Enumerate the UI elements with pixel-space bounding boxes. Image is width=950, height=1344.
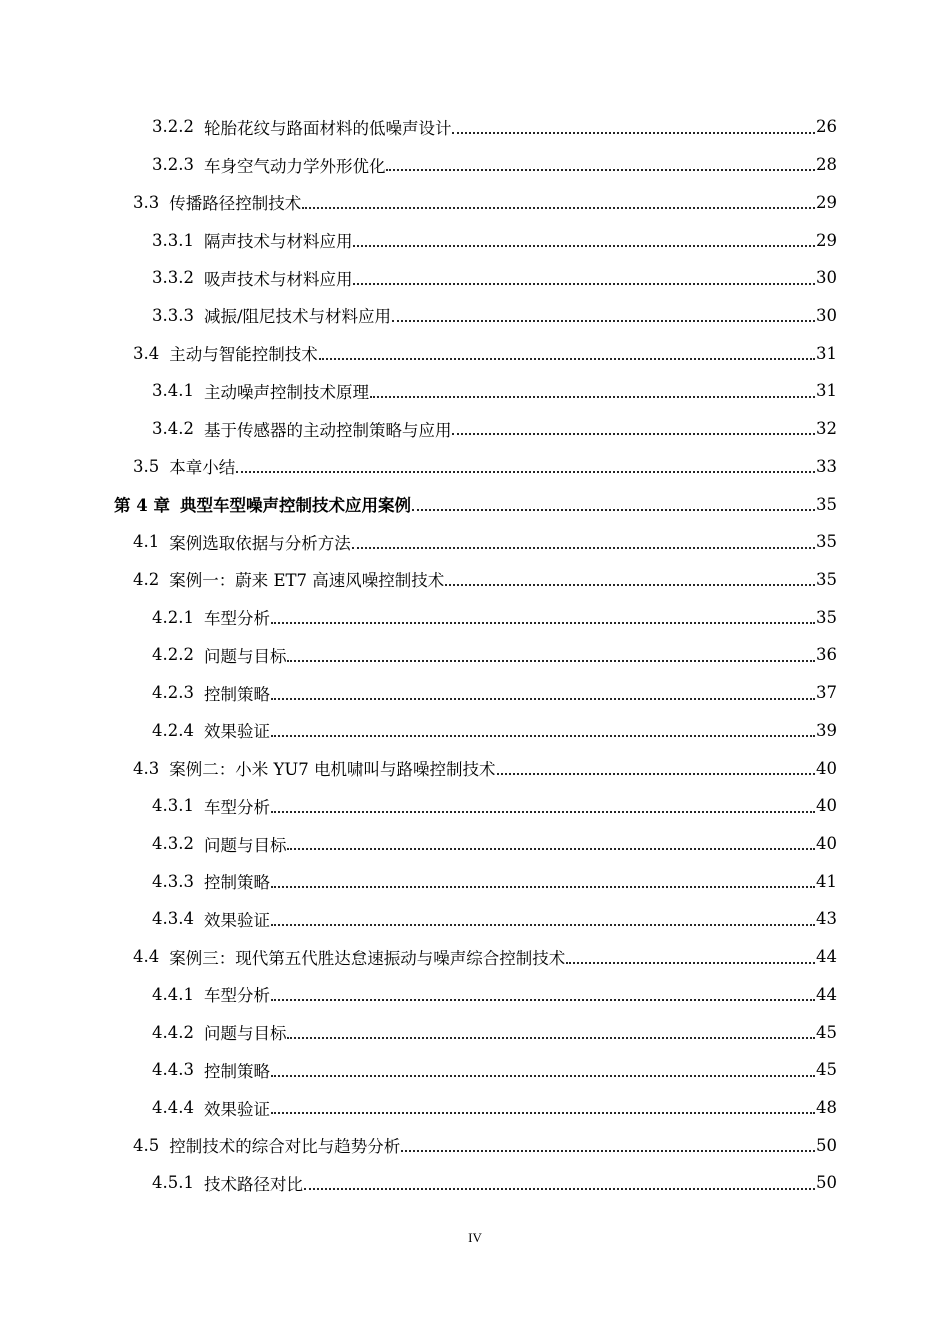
toc-entry-number: 3.4	[133, 343, 160, 363]
toc-entry-number: 4.3	[133, 758, 160, 778]
toc-dot-leader	[497, 772, 815, 775]
toc-entry[interactable]	[0, 523, 950, 561]
toc-entry-title: 案例选取依据与分析方法	[169, 533, 351, 553]
toc-entry-page: 44	[816, 984, 837, 1004]
toc-dot-leader	[236, 470, 815, 473]
toc-entry-page: 31	[816, 343, 837, 363]
toc-entry-page: 45	[816, 1022, 837, 1042]
toc-entry[interactable]	[0, 108, 950, 146]
page-number: IV	[468, 1230, 482, 1245]
toc-entry-title: 效果验证	[203, 910, 270, 930]
toc-dot-leader	[271, 621, 815, 624]
toc-dot-leader	[445, 583, 815, 586]
toc-entry-number: 4.2.1	[152, 607, 194, 627]
toc-entry-page: 41	[816, 871, 837, 891]
toc-entry-number: 4.5.1	[152, 1173, 194, 1193]
toc-entry[interactable]	[0, 787, 950, 825]
toc-dot-leader	[352, 546, 815, 549]
toc-entry[interactable]	[0, 447, 950, 485]
toc-entry-page: 31	[816, 381, 837, 401]
toc-dot-leader	[319, 357, 815, 360]
toc-dot-leader	[271, 697, 815, 700]
toc-entry-number: 4.4.3	[152, 1060, 194, 1080]
toc-entry-title: 效果验证	[203, 722, 270, 742]
toc-entry-title: 轮胎花纹与路面材料的低噪声设计	[203, 118, 452, 138]
toc-entry-title: 控制策略	[203, 684, 270, 704]
toc-entry-page: 35	[816, 569, 837, 589]
toc-dot-leader	[271, 923, 815, 926]
toc-dot-leader	[353, 244, 815, 247]
toc-entry-number: 4.3.2	[152, 834, 194, 854]
toc-entry-title: 案例三：现代第五代胜达怠速振动与噪声综合控制技术	[169, 948, 566, 968]
toc-entry-title: 问题与目标	[203, 646, 287, 666]
toc-entry[interactable]	[0, 674, 950, 712]
toc-entry-number: 4.2.4	[152, 720, 194, 740]
toc-entry-page: 30	[816, 305, 837, 325]
toc-entry-number: 4.4.4	[152, 1098, 194, 1118]
toc-entry[interactable]	[0, 598, 950, 636]
toc-entry[interactable]	[0, 1051, 950, 1089]
toc-entry-number: 3.4.2	[152, 419, 194, 439]
toc-dot-leader	[452, 432, 815, 435]
toc-entry-page: 36	[816, 645, 837, 665]
toc-entry[interactable]	[0, 1164, 950, 1202]
toc-entry-number: 3.3	[133, 192, 160, 212]
toc-entry-title: 基于传感器的主动控制策略与应用	[203, 420, 452, 440]
table-of-contents	[0, 108, 950, 1202]
toc-entry[interactable]	[0, 372, 950, 410]
toc-entry-number: 3.2.3	[152, 155, 194, 175]
toc-entry-title: 减振/阻尼技术与材料应用	[203, 307, 392, 327]
toc-entry-title: 传播路径控制技术	[169, 194, 302, 214]
toc-entry-number: 4.2.2	[152, 645, 194, 665]
toc-entry-title: 吸声技术与材料应用	[203, 269, 353, 289]
toc-dot-leader	[392, 319, 815, 322]
toc-entry-page: 29	[816, 230, 837, 250]
toc-dot-leader	[271, 1111, 815, 1114]
toc-entry-page: 48	[816, 1098, 837, 1118]
toc-entry-page: 37	[816, 683, 837, 703]
toc-entry-title: 技术路径对比	[203, 1174, 303, 1194]
toc-entry-title: 本章小结	[169, 458, 236, 478]
toc-dot-leader	[287, 1036, 815, 1039]
toc-dot-leader	[287, 847, 815, 850]
toc-entry-page: 26	[816, 117, 837, 137]
toc-entry-number: 4.2	[133, 569, 160, 589]
toc-entry-number: 第 4 章	[114, 496, 170, 516]
toc-entry[interactable]	[0, 1089, 950, 1127]
toc-entry-title: 主动与智能控制技术	[169, 345, 318, 365]
toc-dot-leader	[271, 734, 815, 737]
toc-dot-leader	[452, 131, 815, 134]
toc-entry-title: 典型车型噪声控制技术应用案例	[179, 496, 411, 516]
toc-entry[interactable]	[0, 938, 950, 976]
toc-entry-number: 4.4	[133, 947, 160, 967]
toc-entry-page: 35	[816, 494, 837, 514]
toc-entry-title: 效果验证	[203, 1099, 270, 1119]
toc-entry-page: 43	[816, 909, 837, 929]
toc-entry-title: 案例二：小米 YU7 电机啸叫与路噪控制技术	[169, 760, 496, 780]
toc-entry-title: 问题与目标	[203, 1024, 287, 1044]
toc-entry-number: 4.3.4	[152, 909, 194, 929]
toc-dot-leader	[271, 810, 815, 813]
toc-entry[interactable]	[0, 146, 950, 184]
toc-entry-number: 3.3.3	[152, 305, 194, 325]
toc-entry-title: 主动噪声控制技术原理	[203, 382, 369, 402]
toc-entry-title: 控制策略	[203, 1061, 270, 1081]
toc-entry-title: 控制技术的综合对比与趋势分析	[169, 1137, 401, 1157]
toc-entry-page: 35	[816, 607, 837, 627]
toc-entry[interactable]	[0, 183, 950, 221]
toc-entry-page: 39	[816, 720, 837, 740]
toc-entry-page: 45	[816, 1060, 837, 1080]
toc-entry[interactable]	[0, 1126, 950, 1164]
toc-entry-title: 车型分析	[203, 986, 270, 1006]
toc-entry-page: 35	[816, 532, 837, 552]
toc-entry-number: 4.2.3	[152, 683, 194, 703]
toc-entry[interactable]	[0, 297, 950, 335]
toc-dot-leader	[353, 282, 815, 285]
toc-entry[interactable]	[0, 862, 950, 900]
toc-entry-title: 车身空气动力学外形优化	[203, 156, 386, 176]
toc-entry-page: 30	[816, 268, 837, 288]
toc-entry-page: 28	[816, 155, 837, 175]
toc-entry-title: 问题与目标	[203, 835, 287, 855]
toc-entry-page: 33	[816, 456, 837, 476]
toc-entry-title: 控制策略	[203, 873, 270, 893]
toc-entry-page: 40	[816, 758, 837, 778]
toc-entry-page: 40	[816, 796, 837, 816]
toc-dot-leader	[304, 1187, 815, 1190]
toc-dot-leader	[401, 1149, 815, 1152]
toc-entry-number: 4.1	[133, 532, 160, 552]
toc-entry-number: 4.5	[133, 1135, 160, 1155]
toc-dot-leader	[271, 885, 815, 888]
toc-entry-number: 3.3.1	[152, 230, 194, 250]
toc-entry[interactable]	[0, 712, 950, 750]
toc-entry[interactable]	[0, 900, 950, 938]
toc-entry[interactable]	[0, 259, 950, 297]
toc-entry-page: 50	[816, 1173, 837, 1193]
toc-entry-page: 29	[816, 192, 837, 212]
toc-dot-leader	[412, 508, 815, 511]
toc-entry-number: 4.3.3	[152, 871, 194, 891]
toc-entry-number: 4.4.2	[152, 1022, 194, 1042]
toc-entry[interactable]	[0, 221, 950, 259]
toc-entry-title: 车型分析	[203, 797, 270, 817]
toc-entry-title: 隔声技术与材料应用	[203, 232, 353, 252]
toc-entry[interactable]	[0, 561, 950, 599]
toc-entry[interactable]	[0, 334, 950, 372]
toc-entry-page: 50	[816, 1135, 837, 1155]
toc-entry[interactable]	[0, 976, 950, 1014]
toc-dot-leader	[302, 206, 815, 209]
toc-dot-leader	[287, 659, 815, 662]
toc-entry[interactable]	[0, 825, 950, 863]
toc-entry-number: 4.4.1	[152, 984, 194, 1004]
toc-entry[interactable]	[0, 749, 950, 787]
toc-entry-title: 车型分析	[203, 609, 270, 629]
toc-dot-leader	[271, 998, 815, 1001]
toc-entry-number: 3.4.1	[152, 381, 194, 401]
toc-dot-leader	[370, 395, 815, 398]
toc-entry-title: 案例一：蔚来 ET7 高速风噪控制技术	[169, 571, 445, 591]
toc-dot-leader	[566, 961, 815, 964]
toc-entry-number: 3.2.2	[152, 117, 194, 137]
toc-dot-leader	[271, 1074, 815, 1077]
toc-entry[interactable]	[0, 1013, 950, 1051]
toc-entry-number: 3.5	[133, 456, 160, 476]
toc-entry-page: 44	[816, 947, 837, 967]
toc-entry[interactable]	[0, 410, 950, 448]
toc-dot-leader	[386, 168, 815, 171]
toc-entry[interactable]	[0, 636, 950, 674]
toc-entry-number: 4.3.1	[152, 796, 194, 816]
toc-entry-page: 40	[816, 834, 837, 854]
toc-chapter-entry[interactable]	[0, 485, 950, 523]
toc-entry-number: 3.3.2	[152, 268, 194, 288]
toc-entry-page: 32	[816, 419, 837, 439]
